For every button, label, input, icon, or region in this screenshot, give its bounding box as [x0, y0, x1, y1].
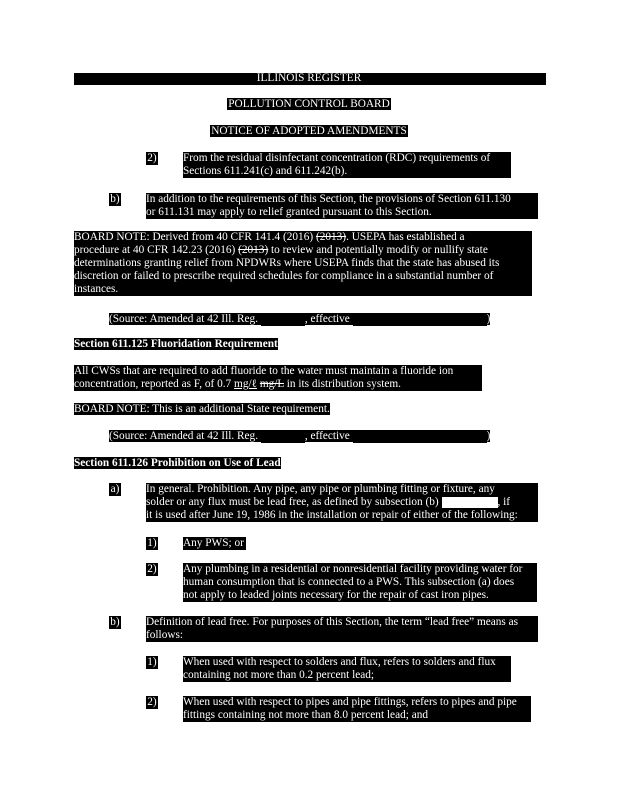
board-note-1: BOARD NOTE: Derived from 40 CFR 141.4 (2016) (2013). USEPA has established a procedure at 40 CFR 142.23 (2016) (2013) to review and potentially modify or nullify state determinations granting relief from NPDWRs where USEPA finds that the state has abused its discretion or failed to prescribe required schedules for compliance in a substantial number of instances.: [74, 231, 532, 296]
notice-title: NOTICE OF ADOPTED AMENDMENTS: [211, 125, 407, 137]
source-note-2: (Source: Amended at 42 Ill. Reg. , effective ): [109, 430, 491, 442]
redacted-register-page: [261, 313, 305, 326]
item-2-text: From the residual disinfectant concentration (RDC) requirements of Sections 611.241(c) and 611.242(b).: [183, 152, 511, 178]
item-b2-text: Definition of lead free. For purposes of this Section, the term “lead free” means as follows:: [146, 616, 538, 642]
item-a2-text: Any plumbing in a residential or nonresidential facility providing water for human consumption that is connected to a PWS. This subsection (a) does not apply to leaded joints necessary for the repair of cast iron pipes.: [183, 563, 537, 602]
item-b1-marker: 1): [147, 656, 157, 668]
item-b1-text: When used with respect to solders and flux, refers to solders and flux containing not more than 0.2 percent lead;: [183, 656, 511, 682]
board-title: POLLUTION CONTROL BOARD: [228, 98, 390, 110]
redacted-effective-date: [353, 313, 487, 326]
source-note-1: (Source: Amended at 42 Ill. Reg. , effective ): [109, 313, 491, 325]
item-b-text: In addition to the requirements of this Section, the provisions of Section 611.130 or 611.131 may apply to relief granted pursuant to this Section.: [146, 193, 538, 219]
item-a1-text: Any PWS; or: [183, 537, 246, 550]
item-b-marker: b): [110, 193, 120, 205]
item-2-marker: 2): [147, 152, 157, 164]
redacted-reference: [442, 497, 498, 508]
section-126-heading: Section 611.126 Prohibition on Use of Lead: [74, 457, 281, 469]
item-a1-marker: 1): [147, 537, 157, 549]
item-a-text: In general. Prohibition. Any pipe, any pipe or plumbing fitting or fixture, any solder or any flux must be lead free, as defined by subsection (b) , if it is used after June 19, 1986 in the installation or repair of either of the following:: [146, 483, 538, 522]
item-a-marker: a): [110, 483, 120, 495]
redacted-register-page: [261, 430, 305, 443]
item-b2-sub-text: When used with respect to pipes and pipe fittings, refers to pipes and pipe fittings containing not more than 8.0 percent lead; and: [183, 696, 531, 722]
register-title: ILLINOIS REGISTER: [256, 72, 362, 84]
item-b2-marker: b): [110, 616, 120, 628]
item-a2-marker: 2): [147, 563, 157, 575]
board-note-2: BOARD NOTE: This is an additional State requirement.: [74, 403, 330, 415]
redacted-effective-date: [353, 430, 487, 443]
section-125-heading: Section 611.125 Fluoridation Requirement: [74, 338, 278, 350]
item-b2-sub-marker: 2): [147, 696, 157, 708]
section-125-text: All CWSs that are required to add fluoride to the water must maintain a fluoride ion concentration, reported as F, of 0.7 mg/ℓ mg/L in its distribution system.: [74, 365, 482, 391]
